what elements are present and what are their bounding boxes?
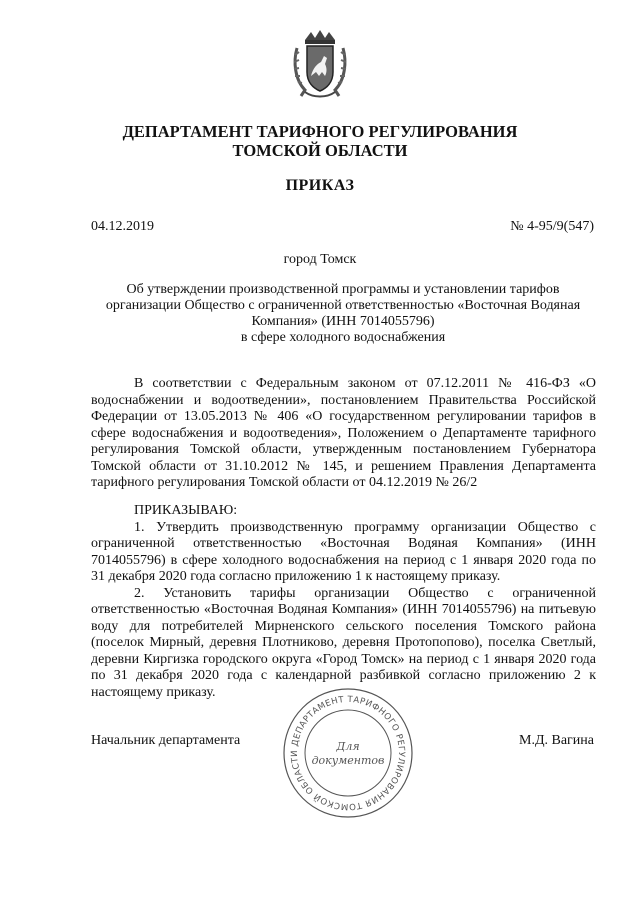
order-item-2-line: настоящему приказу.: [91, 684, 216, 700]
order-number: № 4-95/9(547): [510, 219, 594, 234]
order-item-1-line: 31 декабря 2020 года согласно приложению 1 к настоящему приказу.: [91, 569, 501, 584]
subject-line: Компания» (ИНН 7014055796): [251, 314, 435, 329]
preamble-line: Томской области от 31.10.2012 № 145, и решением Правления Департамента: [91, 458, 596, 474]
order-paragraphs: [91, 503, 596, 701]
stamp-center-line2: документов: [311, 754, 385, 767]
order-item-2-line: (поселок Мирный, деревня Плотниково, деревня Протопопово), поселка Светлый,: [91, 635, 596, 650]
order-item-2-line: ответственностью «Восточная Водяная Компания» (ИНН 7014055796) на питьевую: [91, 602, 596, 617]
stamp-ring-text: ДЕПАРТАМЕНТ ТАРИФНОГО РЕГУЛИРОВАНИЯ ТОМСКОЙ ОБЛАСТИ: [289, 694, 407, 812]
order-item-2-line: 2. Установить тарифы организации Общество с ограниченной: [134, 585, 596, 601]
preamble-line: водоснабжении и водоотведении», постановлением Правительства Российской: [91, 392, 596, 408]
order-date: 04.12.2019: [91, 219, 154, 234]
preamble-line: тарифного регулирования Томской области от 04.12.2019 № 26/2: [91, 475, 478, 490]
order-item-2-line: деревни Киргизка городского округа «Город Томск» на период с 1 января 2020 года: [91, 651, 596, 667]
order-item-1-line: 1. Утвердить производственную программу организации Общество с: [134, 519, 596, 535]
subject-line: Об утверждении производственной программы и установлении тарифов: [126, 282, 560, 297]
order-item-1-line: 7014055796) в сфере холодного водоснабжения на период с 1 января 2020 года по: [91, 552, 596, 568]
signatory-position: Начальник департамента: [91, 733, 241, 748]
svg-text:ДЕПАРТАМЕНТ ТАРИФНОГО РЕГУЛИРО: [290, 695, 406, 811]
department-name-line1: ДЕПАРТАМЕНТ ТАРИФНОГО РЕГУЛИРОВАНИЯ: [122, 122, 518, 141]
subject-line: организации Общество с ограниченной ответственностью «Восточная Водяная: [105, 298, 581, 313]
official-stamp: [281, 686, 415, 820]
order-item-2-line: воду для потребителей Мирненского сельского поселения Томского района: [91, 618, 596, 634]
order-subject: [90, 282, 596, 346]
city: город Томск: [283, 252, 357, 267]
subject-line: в сфере холодного водоснабжения: [240, 330, 446, 345]
preamble-line: В соответствии с Федеральным законом от 07.12.2011 № 416-ФЗ «О: [134, 376, 596, 391]
signatory-name: М.Д. Вагина: [519, 733, 594, 748]
coat-of-arms-emblem: [291, 28, 349, 100]
preamble-paragraph: [91, 376, 596, 492]
department-name-line2: ТОМСКОЙ ОБЛАСТИ: [232, 141, 408, 160]
order-item-1-line: ограниченной ответственностью «Восточная Водяная Компания» (ИНН: [91, 536, 596, 551]
preamble-line: регулирования Томской области, утвержденным постановлением Губернатора: [91, 442, 596, 457]
preamble-line: Федерации от 13.05.2013 № 406 «О государственном регулировании тарифов в: [91, 409, 596, 424]
stamp-center-line1: Для: [336, 740, 360, 753]
order-heading: ПРИКАЗЫВАЮ:: [134, 503, 238, 518]
preamble-line: сфере водоснабжения и водоотведения», Положением о Департаменте тарифного: [91, 425, 596, 441]
order-item-2-line: по 31 декабря 2020 года с календарной разбивкой согласно приложению 2 к: [91, 668, 596, 683]
document-type: ПРИКАЗ: [285, 177, 355, 194]
